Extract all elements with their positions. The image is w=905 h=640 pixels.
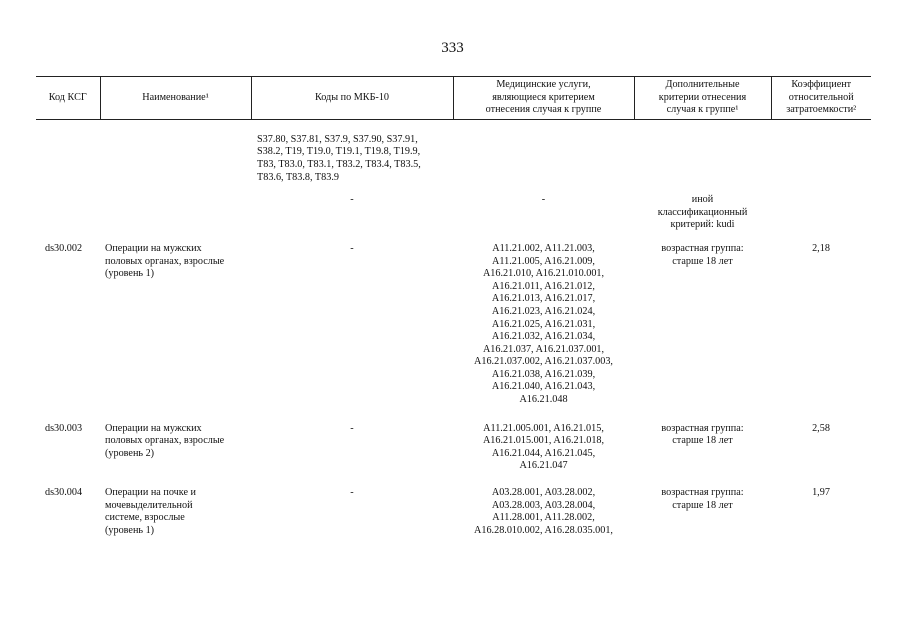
cell-name: Операции на мужских половых органах, взрослые (уровень 1) bbox=[105, 242, 225, 280]
cell-code: ds30.004 bbox=[45, 487, 83, 499]
cell-criteria bbox=[634, 119, 771, 184]
cell-coef: 2,18 bbox=[812, 242, 830, 254]
table-row-other-criterion bbox=[36, 184, 871, 232]
header-code: Код КСГ bbox=[36, 77, 100, 120]
ksg-table bbox=[36, 76, 871, 537]
table-row-continuation bbox=[36, 119, 871, 184]
cell-mkb: - bbox=[350, 422, 354, 434]
header-name: Наименование¹ bbox=[100, 77, 251, 120]
cell-mkb: - bbox=[350, 487, 354, 499]
table-row bbox=[36, 232, 871, 407]
cell-services: - bbox=[541, 194, 546, 206]
cell-code: ds30.002 bbox=[45, 242, 83, 254]
cell-criteria: иной классификационный критерий: kudi bbox=[657, 194, 748, 231]
cell-name: Операции на почке и мочевыделительной системе, взрослые (уровень 1) bbox=[105, 487, 196, 536]
cell-services: A11.21.002, A11.21.003, A11.21.005, A16.21.009, A16.21.010, A16.21.010.001, A16.21.011, A16.21.012, A16.21.013, A16.21.017, A16.21.023, A16.21.024, A16.21.025, A16.21.031, A16.21.032, A16.21.034, A16.21.037, A16.21.037.001, A16.21.037.002, A16.21.037.003, A16.21.038, A16.21.039, A16.21.040, A16.21.043, A16.21.048 bbox=[474, 242, 613, 406]
table-header-row bbox=[36, 77, 871, 120]
cell-code bbox=[36, 184, 100, 232]
cell-criteria: возрастная группа: старше 18 лет bbox=[661, 422, 744, 447]
cell-coef bbox=[771, 184, 871, 232]
cell-name: Операции на мужских половых органах, взрослые (уровень 2) bbox=[105, 422, 225, 459]
table-row bbox=[36, 407, 871, 473]
cell-code bbox=[36, 119, 100, 184]
cell-services: A11.21.005.001, A16.21.015, A16.21.015.001, A16.21.018, A16.21.044, A16.21.045, A16.21.047 bbox=[482, 422, 605, 472]
cell-coef bbox=[771, 119, 871, 184]
cell-services: A03.28.001, A03.28.002, A03.28.003, A03.28.004, A11.28.001, A11.28.002, A16.28.010.002, A16.28.035.001, bbox=[474, 487, 613, 536]
cell-name bbox=[100, 184, 251, 232]
cell-mkb: - bbox=[350, 194, 354, 206]
header-mkb: Коды по МКБ-10 bbox=[251, 77, 453, 120]
header-services: Медицинские услуги, являющиеся критерием отнесения случая к группе bbox=[453, 77, 634, 120]
cell-coef: 2,58 bbox=[812, 422, 830, 434]
header-coef: Коэффициент относительной затратоемкости² bbox=[771, 77, 871, 120]
cell-mkb: S37.80, S37.81, S37.9, S37.90, S37.91, S38.2, T19, T19.0, T19.1, T19.8, T19.9, T83, T83.0, T83.1, T83.2, T83.4, T83.5, T83.6, T83.8, T83.9 bbox=[257, 133, 421, 183]
cell-code: ds30.003 bbox=[45, 422, 83, 434]
table-row bbox=[36, 473, 871, 537]
cell-criteria: возрастная группа: старше 18 лет bbox=[661, 487, 744, 511]
cell-mkb: - bbox=[350, 242, 354, 254]
page-number: 333 bbox=[441, 40, 464, 56]
cell-coef: 1,97 bbox=[812, 487, 830, 499]
cell-name bbox=[100, 119, 251, 184]
cell-services bbox=[453, 119, 634, 184]
header-criteria: Дополнительные критерии отнесения случая к группе¹ bbox=[634, 77, 771, 120]
cell-criteria: возрастная группа: старше 18 лет bbox=[661, 242, 744, 267]
